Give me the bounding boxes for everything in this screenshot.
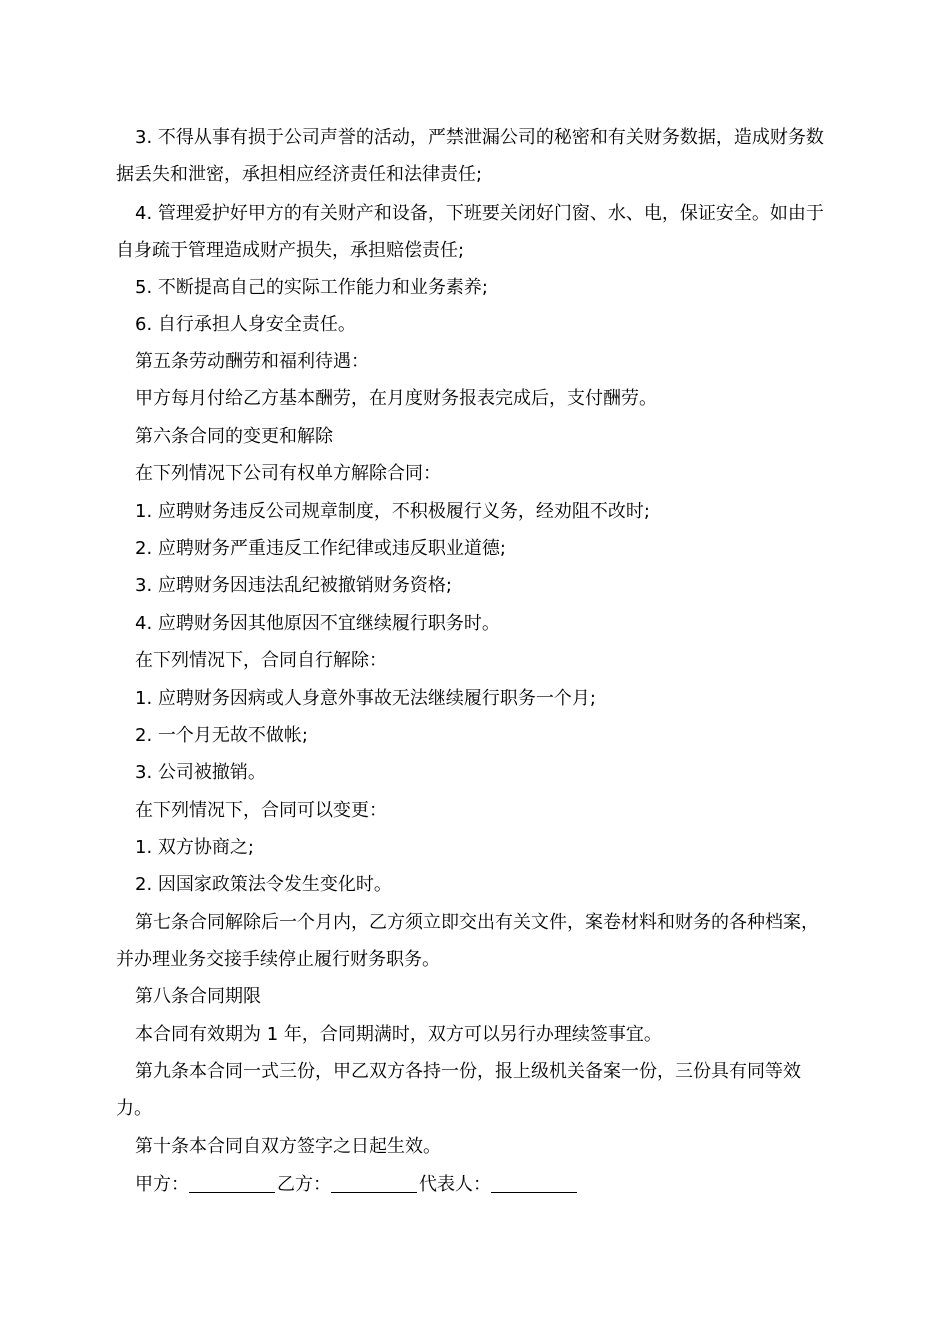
auto-termination-item-1: 1. 应聘财务因病或人身意外事故无法继续履行职务一个月; (135, 688, 596, 709)
change-item-2: 2. 因国家政策法令发生变化时。 (135, 874, 392, 895)
auto-termination-intro: 在下列情况下，合同自行解除： (135, 650, 387, 671)
paragraph-item-4: 4. 管理爱护好甲方的有关财产和设备，下班要关闭好门窗、水、电，保证安全。如由于自身疏于管理造成财产损失，承担赔偿责任; (116, 203, 824, 261)
article-8-body: 本合同有效期为 1 年，合同期满时，双方可以另行办理续签事宜。 (135, 1024, 662, 1045)
party-b-label: 乙方： (277, 1174, 331, 1195)
article-9: 第九条本合同一式三份，甲乙双方各持一份，报上级机关备案一份，三份具有同等效力。 (116, 1061, 801, 1119)
auto-termination-item-3: 3. 公司被撤销。 (135, 762, 266, 783)
party-b-blank (331, 1174, 417, 1193)
representative-label: 代表人： (419, 1174, 491, 1195)
article-8-heading: 第八条合同期限 (135, 986, 261, 1007)
change-intro: 在下列情况下，合同可以变更： (135, 800, 387, 821)
paragraph-item-6: 6. 自行承担人身安全责任。 (135, 314, 356, 335)
article-7: 第七条合同解除后一个月内，乙方须立即交出有关文件，案卷材料和财务的各种档案，并办理业务交接手续停止履行财务职务。 (116, 912, 819, 970)
signature-line (135, 1166, 579, 1203)
termination-item-2: 2. 应聘财务严重违反工作纪律或违反职业道德; (135, 538, 506, 559)
paragraph-item-5: 5. 不断提高自己的实际工作能力和业务素养; (135, 277, 488, 298)
paragraph-item-3: 3. 不得从事有损于公司声誉的活动，严禁泄漏公司的秘密和有关财务数据，造成财务数据丢失和泄密，承担相应经济责任和法律责任; (116, 127, 824, 185)
article-10: 第十条本合同自双方签字之日起生效。 (135, 1136, 441, 1157)
auto-termination-item-2: 2. 一个月无故不做帐; (135, 725, 308, 746)
article-5-body: 甲方每月付给乙方基本酬劳，在月度财务报表完成后，支付酬劳。 (135, 388, 657, 409)
party-a-blank (189, 1174, 275, 1193)
termination-item-1: 1. 应聘财务违反公司规章制度，不积极履行义务，经劝阻不改时; (135, 501, 650, 522)
termination-item-4: 4. 应聘财务因其他原因不宜继续履行职务时。 (135, 613, 500, 634)
change-item-1: 1. 双方协商之; (135, 837, 254, 858)
article-6-heading: 第六条合同的变更和解除 (135, 426, 333, 447)
termination-item-3: 3. 应聘财务因违法乱纪被撤销财务资格; (135, 575, 452, 596)
termination-intro: 在下列情况下公司有权单方解除合同： (135, 463, 441, 484)
party-a-label: 甲方： (135, 1174, 189, 1195)
article-5-heading: 第五条劳动酬劳和福利待遇： (135, 351, 369, 372)
representative-blank (491, 1174, 577, 1193)
